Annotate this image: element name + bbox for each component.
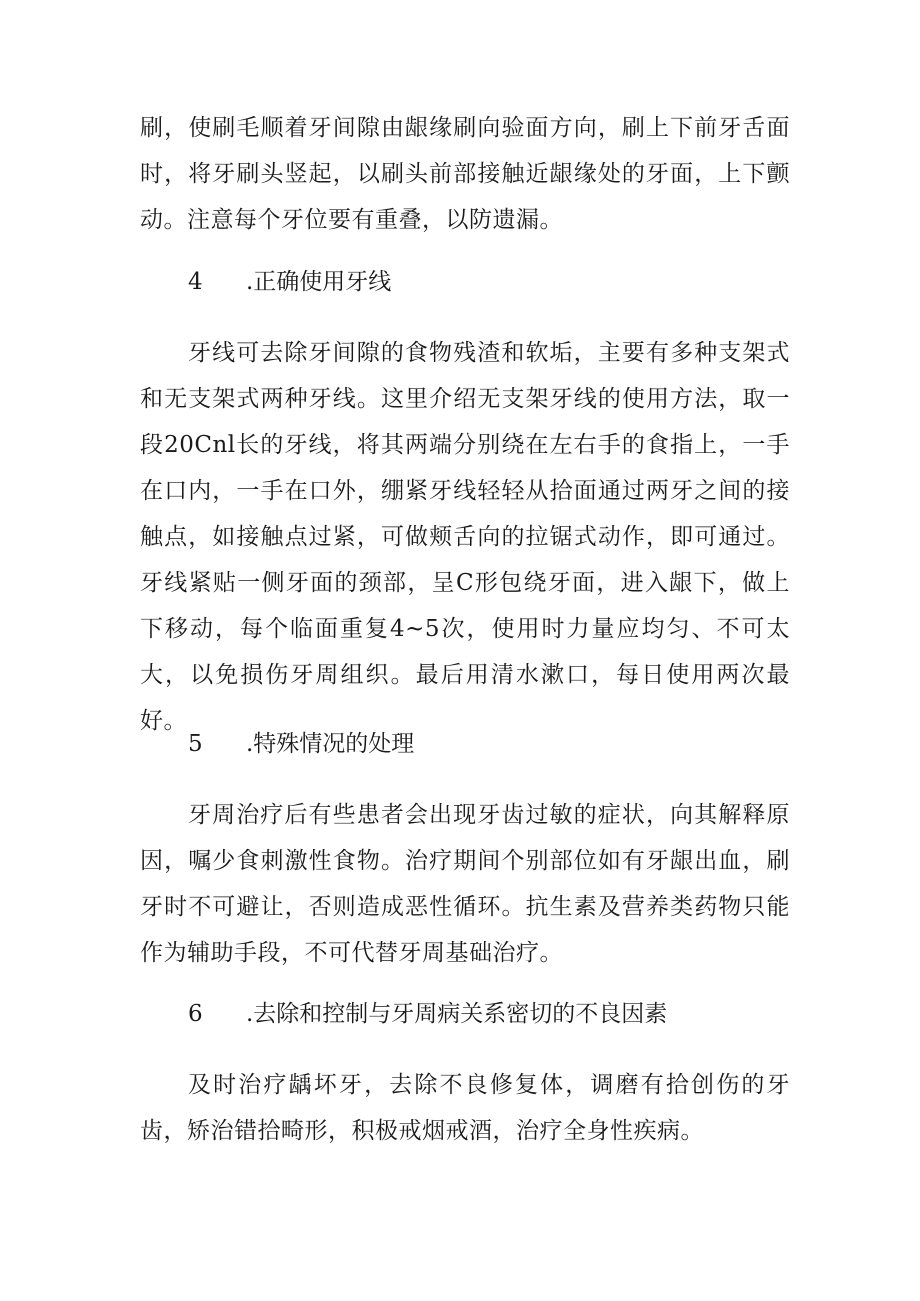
section-title: .正确使用牙线 <box>246 269 392 295</box>
section-heading-dental-floss <box>188 259 391 305</box>
paragraph-dental-floss: 牙线可去除牙间隙的食物残渣和软垢，主要有多种支架式和无支架式两种牙线。这里介绍无支架牙线的使用方法，取一段20Cnl长的牙线，将其两端分别绕在左右手的食指上，一手在口内，一手在口外，绷紧牙线轻轻从拾面通过两牙之间的接触点，如接触点过紧，可做颊舌向的拉锯式动作，即可通过。牙线紧贴一侧牙面的颈部，呈C形包绕牙面，进入龈下，做上下移动，每个临面重复4~5次，使用时力量应均匀、不可太大，以免损伤牙周组织。最后用清水漱口，每日使用两次最好。 <box>140 340 790 734</box>
paragraph-brushing-continued: 刷，使刷毛顺着牙间隙由龈缘刷向验面方向，刷上下前牙舌面时，将牙刷头竖起，以刷头前部接触近龈缘处的牙面，上下颤动。注意每个牙位要有重叠，以防遗漏。 <box>140 115 790 233</box>
section-title: .去除和控制与牙周病关系密切的不良因素 <box>246 1001 668 1027</box>
section-heading-risk-factors <box>188 991 667 1037</box>
section-number: 5 <box>188 731 203 757</box>
section-heading-special-cases <box>188 721 414 767</box>
paragraph-risk-factors: 及时治疗龋坏牙，去除不良修复体，调磨有拾创伤的牙齿，矫治错拾畸形，积极戒烟戒酒，治疗全身性疾病。 <box>140 1072 790 1144</box>
section-title: .特殊情况的处理 <box>246 731 415 757</box>
section-number: 4 <box>188 269 203 295</box>
section-number: 6 <box>188 1001 203 1027</box>
paragraph-special-cases: 牙周治疗后有些患者会出现牙齿过敏的症状，向其解释原因，嘱少食刺激性食物。治疗期间个别部位如有牙龈出血，刷牙时不可避让，否则造成恶性循环。抗生素及营养类药物只能作为辅助手段，不可代替牙周基础治疗。 <box>140 802 790 966</box>
